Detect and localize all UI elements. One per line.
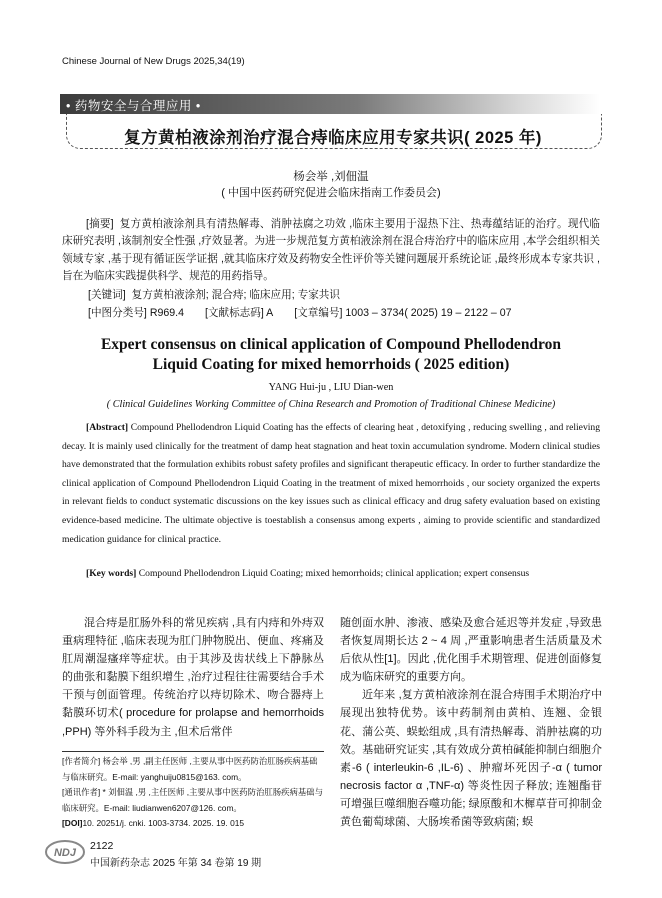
- chinese-keywords-text: 复方黄柏液涂剂; 混合痔; 临床应用; 专家共识: [131, 289, 340, 301]
- clc-value: R969.4: [149, 307, 184, 319]
- body-paragraph: 随创面水肿、渗液、感染及愈合延迟等并发症 ,导致患者恢复周期长达 2 ~ 4 周 ,严重影响患者生活质量及术后依从性[1]。因此 ,优化围手术期管理、促进创面修复成为临床研究的重要方向。: [340, 617, 602, 684]
- english-title: [60, 335, 602, 375]
- footnote-doi: [62, 816, 324, 832]
- footnote-corr-text: * 刘佃温 ,男 ,主任医师 ,主要从事中医药防治肛肠疾病基础与临床研究。E-mail: liudianwen6207@126. com。: [62, 787, 324, 813]
- footnotes: [62, 754, 324, 832]
- doc-code-value: A: [266, 307, 274, 319]
- page-number: 2122: [90, 840, 114, 852]
- logo-text: NDJ: [53, 847, 77, 859]
- english-abstract-text: Compound Phellodendron Liquid Coating has the effects of clearing heat , detoxifying , reducing swelling , and relieving decay. It is mainly used clinically for the treatment of damp heat stagnation and heat toxin accumulation syndrome. Modern clinical studies have demonstrated that the formulation exhibits robust safety profiles and significant therapeutic efficacy. In order to further standardize the clinical application of Compound Phellodendron Liquid Coating in the treatment of mixed hemorrhoids , our society organized the experts in relevant fields to conduct systematic discussions on the key issues such as clinical efficacy and drug safety evaluation based on existing evidence-based medicine. The ultimate objective is toestablish a consensus among experts , aiming to provide scientific and standardized medication guidance for clinical practice.: [62, 422, 600, 545]
- body-left-column: [62, 614, 324, 741]
- english-keywords: [62, 565, 600, 582]
- journal-footer: 中国新药杂志 2025 年第 34 卷第 19 期: [90, 858, 262, 869]
- article-number-label: [文章编号]: [294, 307, 343, 319]
- chinese-keywords-label: [关键词]: [88, 289, 126, 301]
- body-right-column: [340, 614, 602, 831]
- journal-logo-icon: [44, 838, 86, 866]
- chinese-authors: 杨会举 ,刘佃温: [293, 171, 369, 183]
- chinese-abstract-text: 复方黄柏液涂剂具有清热解毒、消肿祛腐之功效 ,临床主要用于湿热下注、热毒蕴结证的治疗。现代临床研究表明 ,该制剂安全性强 ,疗效显著。为进一步规范复方黄柏液涂剂在混合痔治疗中的临床应用 ,本学会组织相关领域专家 ,基于现有循证医学证据 ,就其临床疗效及药物安全性评价等关键问题展开系统论证 ,最终形成本专家共识 ,旨在为临床实践提供科学、规范的用药指导。: [62, 218, 600, 283]
- footnote-doi-text: 10. 20251/j. cnki. 1003-3734. 2025. 19. 015: [82, 818, 245, 829]
- clc-label: [中图分类号]: [88, 307, 147, 319]
- english-abstract-label: [Abstract]: [86, 422, 129, 433]
- english-keywords-text: Compound Phellodendron Liquid Coating; mixed hemorrhoids; clinical application; expert consensus: [138, 568, 530, 579]
- classification-line: [88, 305, 608, 320]
- english-title-line-2: Liquid Coating for mixed hemorrhoids ( 2025 edition): [152, 356, 510, 373]
- footnote-divider: [62, 751, 324, 752]
- footnote-author-label: [作者简介]: [62, 756, 101, 766]
- chinese-keywords: [88, 287, 600, 302]
- article-number-value: 1003 – 3734( 2025) 19 – 2122 – 07: [345, 307, 512, 319]
- body-paragraph: 混合痔是肛肠外科的常见疾病 ,具有内痔和外痔双重病理特征 ,临床表现为肛门肿物脱出、便血、疼痛及肛周潮湿瘙痒等症状。由于其涉及齿状线上下静脉丛的曲张和黏膜下组织增生 ,治疗过程往往需要结合手术干预与创面管理。传统治疗以痔切除术、吻合器痔上黏膜环切术( procedure for prolapse and hemorrhoids ,PPH) 等外科手段为主 ,但术后常伴: [62, 617, 324, 738]
- footnote-doi-label: [DOI]: [62, 818, 83, 829]
- footnote-author-text: 杨会举 ,男 ,副主任医师 ,主要从事中医药防治肛肠疾病基础与临床研究。E-mail: yanghuiju0815@163. com。: [62, 756, 318, 782]
- footnote-author-intro: [62, 754, 324, 785]
- english-abstract: [62, 419, 600, 549]
- chinese-title: 复方黄柏液涂剂治疗混合痔临床应用专家共识( 2025 年): [124, 129, 542, 147]
- chinese-affiliation: ( 中国中医药研究促进会临床指南工作委员会): [221, 187, 441, 199]
- chinese-abstract: [62, 216, 600, 286]
- english-keywords-label: [Key words]: [86, 568, 137, 579]
- english-authors: YANG Hui-ju , LIU Dian-wen: [268, 382, 394, 393]
- chinese-abstract-label: [摘要]: [86, 218, 114, 230]
- english-title-line-1: Expert consensus on clinical application of Compound Phellodendron: [100, 336, 562, 353]
- section-tag: • 药物安全与合理应用 •: [66, 99, 201, 113]
- footnote-corresponding: [62, 785, 324, 816]
- doc-code-label: [文献标志码]: [204, 307, 264, 319]
- footnote-corr-label: [通讯作者]: [62, 787, 101, 798]
- english-affiliation: ( Clinical Guidelines Working Committee of China Research and Promotion of Traditional Chinese Medicine): [106, 399, 556, 410]
- body-paragraph: 近年来 ,复方黄柏液涂剂在混合痔围手术期治疗中展现出独特优势。该中药制剂由黄柏、连翘、金银花、蒲公英、蜈蚣组成 ,具有清热解毒、消肿祛腐的功效。基础研究证实 ,其有效成分黄柏碱能抑制白细胞介素-6 ( interleukin-6 ,IL-6) 、肿瘤坏死因子-α ( tumor necrosis factor α ,TNF-α) 等炎性因子释放; 连翘酯苷可增强巨噬细胞吞噬功能; 绿原酸和木樨草苷可抑制金黄色葡萄球菌、大肠埃希菌等致病菌; 蜈: [340, 689, 602, 829]
- journal-running-header: Chinese Journal of New Drugs 2025,34(19): [62, 56, 245, 67]
